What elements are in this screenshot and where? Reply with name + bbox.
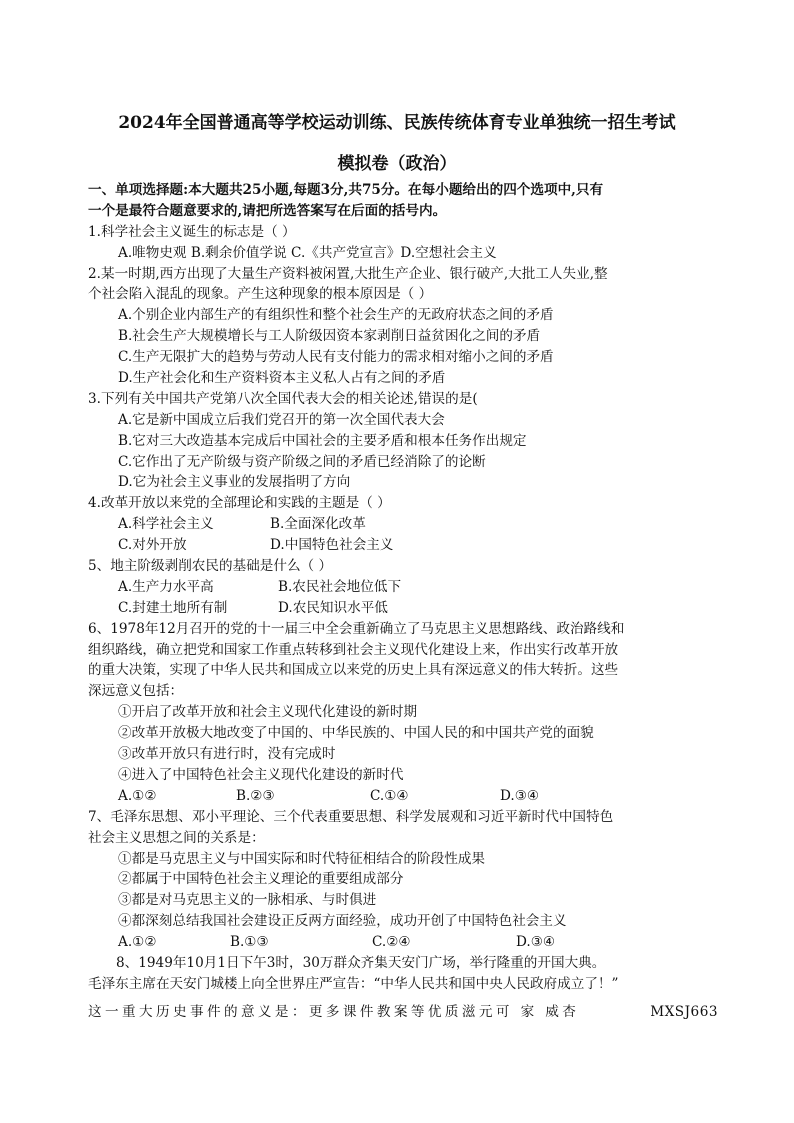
section-heading-cont: 一个是最符合题意要求的,请把所选答案写在后面的括号内。 xyxy=(88,202,447,219)
question-4-option-b: B.全面深化改革 xyxy=(270,516,366,533)
question-6-stem-cont-2: 的重大决策，实现了中华人民共和国成立以来党的历史上具有深远意义的伟大转折。这些 xyxy=(88,662,619,679)
question-6-option-c: C.①④ xyxy=(370,787,409,804)
question-7-option-c: C.②④ xyxy=(372,934,411,951)
question-4-options-row-1 xyxy=(88,514,718,535)
question-8-stem-final-text: 这一重大历史事件的意义是：更多课件教案等优质滋元可 家 威杏 xyxy=(88,1004,580,1020)
question-4-option-a: A.科学社会主义 xyxy=(118,516,214,533)
question-7-statement-1: ①都是马克思主义与中国实际和时代特征相结合的阶段性成果 xyxy=(118,850,486,867)
question-8-stem-cont: 毛泽东主席在天安门城楼上向全世界庄严宣告：“中华人民共和国中央人民政府成立了！” xyxy=(88,975,619,992)
question-6-option-b: B.②③ xyxy=(236,787,275,804)
question-5-option-a: A.生产力水平高 xyxy=(118,578,214,595)
question-7-stem: 7、毛泽东思想、邓小平理论、三个代表重要思想、科学发展观和习近平新时代中国特色 xyxy=(88,808,614,825)
question-7-option-d: D.③④ xyxy=(516,934,556,951)
question-2-stem: 2.某一时期,西方出现了大量生产资料被闲置,大批生产企业、银行破产,大批工人失业,整 xyxy=(88,265,608,282)
question-3-option-b: B.它对三大改造基本完成后中国社会的主要矛盾和根本任务作出规定 xyxy=(118,432,527,449)
question-2-option-d: D.生产社会化和生产资料资本主义私人占有之间的矛盾 xyxy=(118,370,446,387)
question-6-option-a: A.①② xyxy=(118,787,157,804)
question-7-statement-2: ②都属于中国特色社会主义理论的重要组成部分 xyxy=(118,871,404,888)
question-8-stem: 8、1949年10月1日下午3时，30万群众齐集天安门广场，举行隆重的开国大典。 xyxy=(116,954,606,971)
question-6-stem: 6、1978年12月召开的党的十一届三中全会重新确立了马克思主义思想路线、政治路线和 xyxy=(88,620,625,637)
question-5-options-row-1 xyxy=(88,577,718,598)
question-2-stem-cont: 个社会陷入混乱的现象。产生这种现象的根本原因是（ ） xyxy=(88,286,433,303)
question-7-option-a: A.①② xyxy=(118,934,157,951)
question-6-stem-cont-1: 组织路线，确立把党和国家工作重点转移到社会主义现代化建设上来，作出实行改革开放 xyxy=(88,641,619,658)
question-5-options-row-2 xyxy=(88,598,718,619)
question-6-statement-4: ④进入了中国特色社会主义现代化建设的新时代 xyxy=(118,766,404,783)
question-7-options xyxy=(88,932,718,953)
question-6-options xyxy=(88,786,718,807)
question-5-option-c: C.封建土地所有制 xyxy=(118,599,228,616)
question-5-stem: 5、地主阶级剥削农民的基础是什么（ ） xyxy=(88,558,333,575)
question-4-stem: 4.改革开放以来党的全部理论和实践的主题是（ ） xyxy=(88,495,391,512)
question-7-stem-cont: 社会主义思想之间的关系是： xyxy=(88,829,265,846)
question-6-statement-3: ③改革开放只有进行时，没有完成时 xyxy=(118,746,336,763)
question-2-option-a: A.个别企业内部生产的有组织性和整个社会生产的无政府状态之间的矛盾 xyxy=(118,307,554,324)
question-6-statement-1: ①开启了改革开放和社会主义现代化建设的新时期 xyxy=(118,704,418,721)
question-4-options-row-2 xyxy=(88,535,718,556)
question-5-option-b: B.农民社会地位低下 xyxy=(278,578,402,595)
question-3-option-c: C.它作出了无产阶级与资产阶级之间的矛盾已经消除了的论断 xyxy=(118,453,486,470)
exam-title: 2024年全国普通高等学校运动训练、民族传统体育专业单独统一招生考试 xyxy=(118,113,676,133)
section-heading: 一、单项选择题:本大题共25小题,每题3分,共75分。在每小题给出的四个选项中,只有 xyxy=(88,182,604,198)
document-code: MXSJ663 xyxy=(650,1004,718,1020)
question-6-option-d: D.③④ xyxy=(500,787,540,804)
question-3-option-a: A.它是新中国成立后我们党召开的第一次全国代表大会 xyxy=(118,411,445,428)
question-2-option-c: C.生产无限扩大的趋势与劳动人民有支付能力的需求相对缩小之间的矛盾 xyxy=(118,349,554,366)
question-7-option-b: B.①③ xyxy=(230,934,269,951)
question-4-option-c: C.对外开放 xyxy=(118,537,187,554)
question-8-stem-final xyxy=(88,1001,718,1023)
question-4-option-d: D.中国特色社会主义 xyxy=(270,537,394,554)
question-6-stem-cont-3: 深远意义包括： xyxy=(88,683,184,700)
question-2-option-b: B.社会生产大规模增长与工人阶级因资本家剥削日益贫困化之间的矛盾 xyxy=(118,328,541,345)
exam-content xyxy=(88,180,718,995)
exam-subtitle: 模拟卷（政治） xyxy=(337,154,457,174)
question-7-statement-3: ③都是对马克思主义的一脉相承、与时俱进 xyxy=(118,892,377,909)
question-3-stem: 3.下列有关中国共产党第八次全国代表大会的相关论述,错误的是( xyxy=(88,390,478,407)
question-1-options: A.唯物史观 B.剩余价值学说 C.《共产党宣言》D.空想社会主义 xyxy=(118,244,497,261)
question-5-option-d: D.农民知识水平低 xyxy=(278,599,388,616)
question-7-statement-4: ④都深刻总结我国社会建设正反两方面经验，成功开创了中国特色社会主义 xyxy=(118,913,567,930)
question-1-stem: 1.科学社会主义诞生的标志是（ ） xyxy=(88,223,296,240)
question-6-statement-2: ②改革开放极大地改变了中国的、中华民族的、中国人民的和中国共产党的面貌 xyxy=(118,725,594,742)
question-3-option-d: D.它为社会主义事业的发展指明了方向 xyxy=(118,474,351,491)
